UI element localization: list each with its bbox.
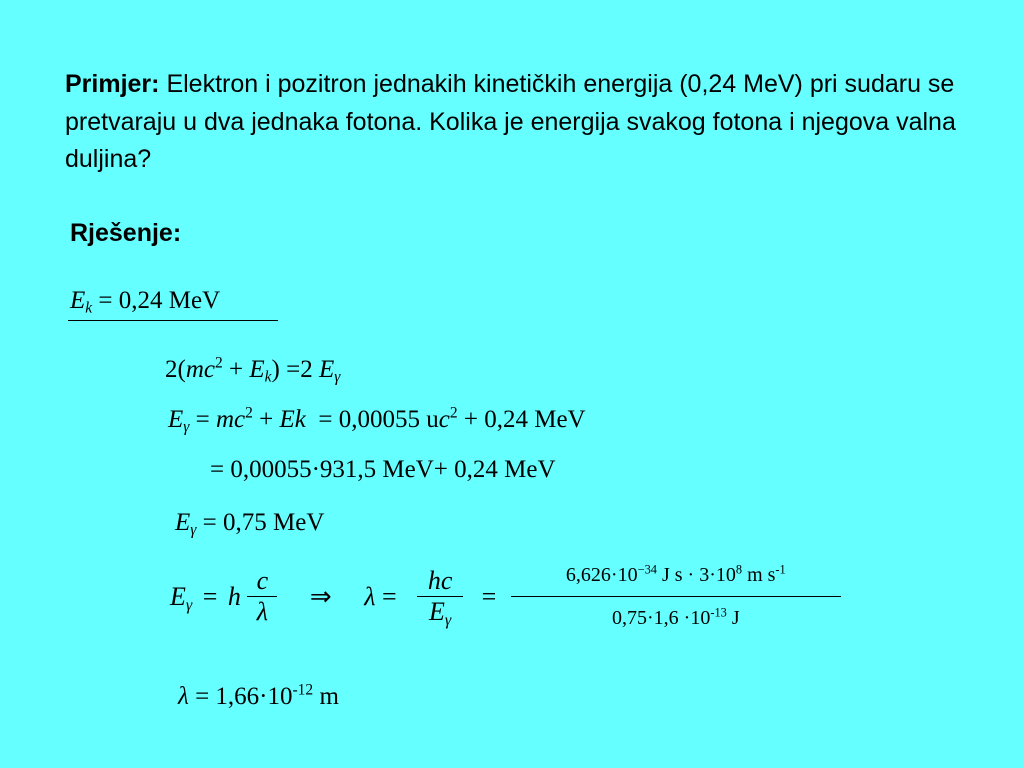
energy-conservation-equation: $2(mc^2 + E_k) =2$ $E_\gamma$ xyxy=(165,354,341,386)
numeric-fraction xyxy=(511,560,841,633)
problem-label: Primjer: xyxy=(65,70,160,98)
ek-underline xyxy=(68,320,278,321)
numeric-fraction-numerator: $6,626\cdot 10^{-34}$ J $s \cdot 3\cdot 10^8$ m $s^{-1}$ xyxy=(565,562,786,586)
result-value: = 1,66·10 xyxy=(195,683,293,710)
hc-over-e-fraction: $\frac{hc}{E_\gamma}$ xyxy=(417,566,463,627)
line1-prefix: 2( xyxy=(165,356,186,383)
numeric-fraction-denominator: $0,75\cdot 1,6 \cdot 10^{-13}$ J xyxy=(612,605,740,629)
line1-suffix: ) =2 xyxy=(271,356,313,383)
numeric-substitution-equation: = 0,00055·931,5 MeV+ 0,24 MeV xyxy=(210,456,556,483)
problem-statement xyxy=(65,66,965,179)
photon-energy-equation: $E_\gamma = mc^2 + Ek = 0,00055$ $uc^2 + 0,24$ MeV xyxy=(168,404,586,436)
line2-value: = 0,00055 u xyxy=(318,406,439,433)
wavelength-derivation: $E_\gamma = h$ $\frac{c}{\lambda}$ ⇒ λ = $\frac{hc}{E_\gamma}$ = $\frac{6,626\cdot 10^{-34} J s \cdot 3\cdot 10^8 m s^{-1}}{0,75\cdot 1,6 \cdot 10^{-13} J}$ xyxy=(170,560,841,633)
line4-value: = 0,75 MeV xyxy=(202,509,325,536)
solution-heading: Rješenje: xyxy=(70,219,182,247)
result-exponent: -12 xyxy=(292,681,314,699)
photon-energy-result: $E_\gamma = 0,75$ MeV xyxy=(175,509,325,539)
problem-text: Elektron i pozitron jednakih kinetičkih energija (0,24 MeV) pri sudaru se pretvaraju u dva jednaka fotona. Kolika je energija svakog fotona i njegova valna duljina? xyxy=(65,70,956,173)
kinetic-energy-equation: $E_k = 0,24$ MeV xyxy=(70,287,221,317)
implies-arrow: ⇒ xyxy=(309,581,332,611)
wavelength-result: $\lambda = 1,66\cdot 10^{-12}$ m xyxy=(178,681,339,710)
c-over-lambda-fraction: $\frac{c}{\lambda}$ xyxy=(247,566,277,627)
line2-tail: + 0,24 MeV xyxy=(463,406,586,433)
ek-value: = 0,24 MeV xyxy=(98,287,221,314)
result-unit: m xyxy=(319,683,339,710)
